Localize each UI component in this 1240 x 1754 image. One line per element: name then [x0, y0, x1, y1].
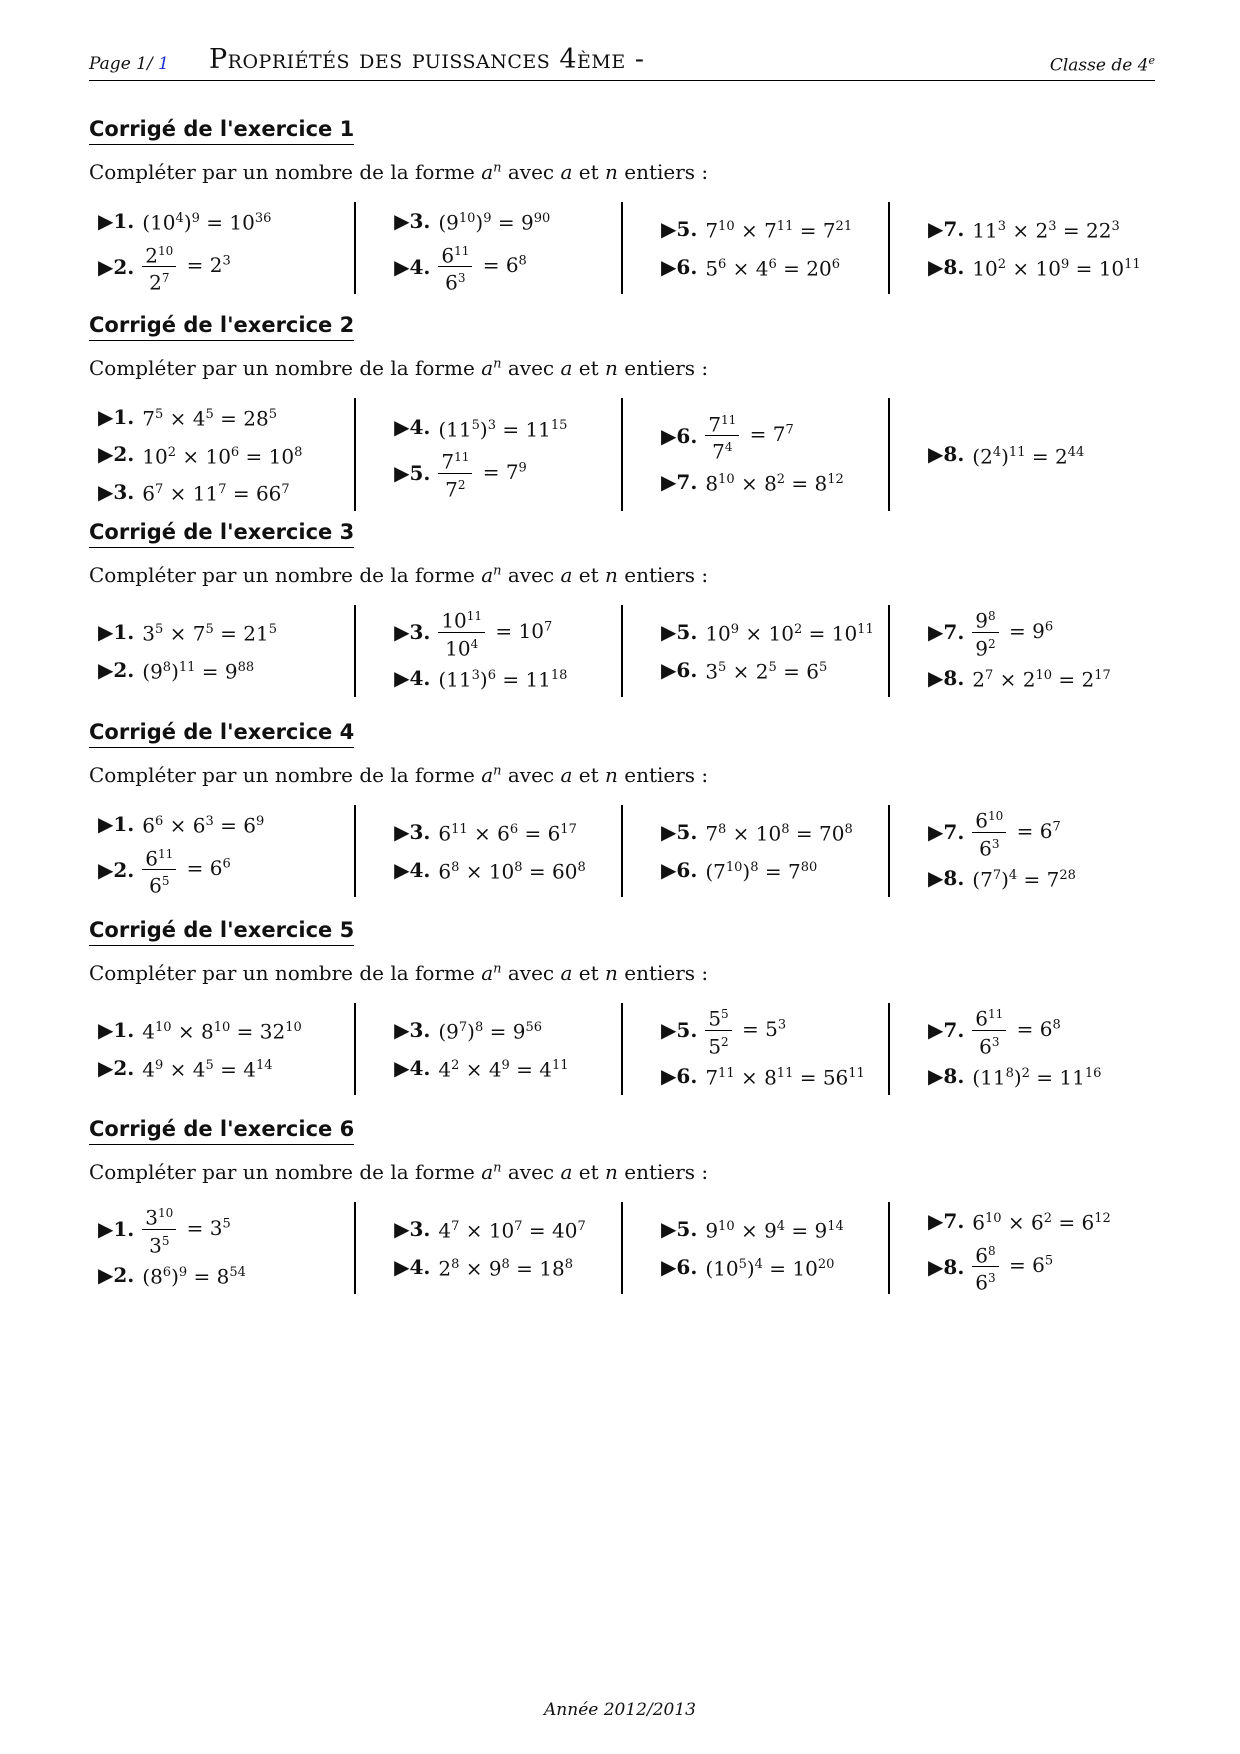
item-number: ▶5. — [661, 1018, 698, 1043]
answer-item — [928, 859, 1155, 897]
item-number: ▶2. — [98, 442, 135, 467]
item-number: ▶3. — [394, 1018, 431, 1043]
exercise-title: Corrigé de l'exercice 3 — [89, 520, 354, 548]
item-number: ▶7. — [928, 820, 965, 845]
fraction-numerator: $6^{11}$ — [972, 1003, 1006, 1031]
item-number: ▶7. — [928, 620, 965, 645]
math-expression: $3^5 \times 2^5 = 6^5$ — [705, 659, 828, 684]
answer-item — [394, 1248, 621, 1286]
answer-column — [621, 1202, 888, 1294]
math-expression: $9^{10} \times 9^4 = 9^{14}$ — [705, 1218, 844, 1243]
math-expression — [438, 605, 552, 659]
math-expression: $(11^8)^2 = 11^{16}$ — [972, 1065, 1102, 1090]
answer-item — [98, 805, 354, 843]
exercise-instruction: Compléter par un nombre de la forme $a^n$ avec a et n entiers : — [89, 160, 709, 184]
answers-grid — [89, 1202, 1155, 1294]
page-header — [89, 44, 1155, 81]
answer-item — [98, 240, 354, 294]
math-expression: $(9^8)^{11} = 9^{88}$ — [142, 659, 255, 684]
answers-grid — [89, 398, 1155, 511]
answer-column — [354, 1003, 621, 1095]
fraction-denominator: $7^4$ — [712, 439, 733, 464]
item-number: ▶7. — [928, 217, 965, 242]
math-expression: $(7^{10})^8 = 7^{80}$ — [705, 859, 818, 884]
answers-grid — [89, 605, 1155, 697]
fraction — [438, 240, 472, 294]
fraction — [142, 1202, 176, 1256]
math-expression: $3^5 \times 7^5 = 21^5$ — [142, 621, 277, 646]
item-number: ▶1. — [98, 1018, 135, 1043]
item-number: ▶7. — [928, 1208, 965, 1233]
math-expression: $10^2 \times 10^9 = 10^{11}$ — [972, 256, 1141, 281]
item-number: ▶5. — [661, 620, 698, 645]
exercise-instruction: Compléter par un nombre de la forme $a^n$ avec a et n entiers : — [89, 1160, 709, 1184]
answer-column — [354, 805, 621, 897]
item-number: ▶1. — [98, 404, 135, 429]
item-number: ▶7. — [928, 1018, 965, 1043]
answer-item — [661, 813, 888, 851]
answer-item — [394, 1049, 621, 1087]
math-expression: $6^{11} \times 6^6 = 6^{17}$ — [438, 821, 577, 846]
exercise-section — [89, 313, 1155, 511]
fraction-denominator: $9^2$ — [975, 636, 996, 661]
item-number: ▶2. — [98, 857, 135, 882]
answer-column — [354, 605, 621, 697]
answer-column — [888, 1003, 1155, 1095]
math-expression — [142, 240, 231, 294]
math-expression: $2^7 \times 2^{10} = 2^{17}$ — [972, 667, 1111, 692]
fraction-numerator: $6^{11}$ — [142, 843, 176, 871]
answer-item — [661, 1003, 888, 1057]
math-expression — [142, 843, 231, 897]
exercise-section — [89, 720, 1155, 897]
item-number: ▶7. — [661, 469, 698, 494]
math-expression — [438, 446, 527, 500]
answer-column — [888, 805, 1155, 897]
math-expression — [972, 605, 1053, 659]
answer-column — [621, 1003, 888, 1095]
answer-item — [661, 613, 888, 651]
item-number: ▶6. — [661, 1254, 698, 1279]
answer-item — [98, 613, 354, 651]
item-number: ▶5. — [661, 1217, 698, 1242]
fraction-result: = $6^8$ — [1010, 1016, 1061, 1041]
answer-item — [661, 1248, 888, 1286]
fraction-denominator: $3^5$ — [149, 1233, 170, 1258]
item-number: ▶8. — [928, 442, 965, 467]
item-number: ▶4. — [394, 415, 431, 440]
math-expression: $2^8 \times 9^8 = 18^8$ — [438, 1256, 574, 1281]
answer-item — [661, 210, 888, 248]
answer-column — [621, 605, 888, 697]
item-number: ▶8. — [928, 666, 965, 691]
answer-item — [928, 659, 1155, 697]
answer-item — [661, 851, 888, 889]
item-number: ▶3. — [98, 480, 135, 505]
answer-column — [89, 1003, 354, 1095]
fraction — [705, 1003, 731, 1057]
answer-column — [621, 805, 888, 897]
answer-column — [89, 605, 354, 697]
item-number: ▶4. — [394, 1055, 431, 1080]
fraction-numerator: $7^{11}$ — [438, 446, 472, 474]
answer-item — [98, 651, 354, 689]
answer-item — [98, 1049, 354, 1087]
math-expression: $10^9 \times 10^2 = 10^{11}$ — [705, 621, 874, 646]
answer-item — [928, 1202, 1155, 1240]
math-expression: $(9^{10})^9 = 9^{90}$ — [438, 210, 551, 235]
item-number: ▶8. — [928, 1254, 965, 1279]
math-expression: $(10^4)^9 = 10^{36}$ — [142, 210, 272, 235]
answer-item — [928, 1003, 1155, 1057]
page-label: Page 1/ — [89, 54, 159, 74]
math-expression: $(11^5)^3 = 11^{15}$ — [438, 417, 568, 442]
fraction-result: = $10^7$ — [489, 618, 553, 643]
page-footer: Année 2012/2013 — [544, 1700, 696, 1720]
answer-item — [928, 805, 1155, 859]
item-number: ▶4. — [394, 254, 431, 279]
item-number: ▶1. — [98, 208, 135, 233]
answer-column — [89, 202, 354, 294]
answers-grid — [89, 202, 1155, 294]
item-number: ▶6. — [661, 857, 698, 882]
fraction — [142, 843, 176, 897]
fraction-result: = $7^9$ — [476, 459, 527, 484]
item-number: ▶6. — [661, 254, 698, 279]
answer-item — [394, 1011, 621, 1049]
fraction-denominator: $6^3$ — [979, 836, 1000, 861]
answer-item — [394, 1210, 621, 1248]
item-number: ▶5. — [661, 820, 698, 845]
fraction-numerator: $2^{10}$ — [142, 240, 176, 268]
answer-item — [98, 1011, 354, 1049]
math-expression: $6^{10} \times 6^2 = 6^{12}$ — [972, 1210, 1111, 1235]
answer-item — [928, 1057, 1155, 1095]
exercise-instruction: Compléter par un nombre de la forme $a^n$ avec a et n entiers : — [89, 763, 709, 787]
answer-item — [394, 202, 621, 240]
math-expression: $4^7 \times 10^7 = 40^7$ — [438, 1218, 586, 1243]
item-number: ▶2. — [98, 1263, 135, 1288]
answer-item — [98, 1202, 354, 1256]
fraction-result: = $6^7$ — [1010, 818, 1061, 843]
answer-item — [394, 446, 621, 500]
answer-item — [98, 1256, 354, 1294]
answer-item — [661, 463, 888, 501]
exercise-section — [89, 1117, 1155, 1294]
math-expression: $5^6 \times 4^6 = 20^6$ — [705, 256, 841, 281]
item-number: ▶4. — [394, 666, 431, 691]
fraction-result: = $2^3$ — [180, 253, 231, 278]
answer-column — [89, 1202, 354, 1294]
fraction-numerator: $3^{10}$ — [142, 1202, 176, 1230]
fraction — [438, 446, 472, 500]
math-expression — [972, 1003, 1061, 1057]
answer-item — [394, 813, 621, 851]
fraction-result: = $5^3$ — [735, 1016, 787, 1041]
class-label — [1050, 54, 1155, 76]
item-number: ▶5. — [394, 461, 431, 486]
item-number: ▶2. — [98, 1055, 135, 1080]
math-expression: $6^8 \times 10^8 = 60^8$ — [438, 859, 586, 884]
exercise-section — [89, 520, 1155, 697]
answer-column — [888, 605, 1155, 697]
answer-item — [394, 605, 621, 659]
math-expression: $(7^7)^4 = 7^{28}$ — [972, 867, 1076, 892]
answers-grid — [89, 805, 1155, 897]
fraction-result: = $7^7$ — [743, 422, 794, 447]
exercise-title: Corrigé de l'exercice 1 — [89, 117, 354, 145]
page-number — [89, 54, 169, 74]
exercise-title: Corrigé de l'exercice 6 — [89, 1117, 354, 1145]
class-text: Classe de 4 — [1049, 55, 1149, 76]
exercise-instruction: Compléter par un nombre de la forme $a^n$ avec a et n entiers : — [89, 961, 709, 985]
item-number: ▶1. — [98, 811, 135, 836]
math-expression: $(10^5)^4 = 10^{20}$ — [705, 1256, 835, 1281]
answer-column — [888, 1202, 1155, 1294]
exercise-title: Corrigé de l'exercice 2 — [89, 313, 354, 341]
answer-column — [89, 398, 354, 511]
answer-item — [661, 409, 888, 463]
answer-item — [661, 1210, 888, 1248]
answer-item — [98, 202, 354, 240]
math-expression — [438, 240, 527, 294]
math-expression — [705, 1003, 786, 1057]
answer-item — [661, 248, 888, 286]
fraction — [972, 1240, 998, 1294]
item-number: ▶4. — [394, 1254, 431, 1279]
math-expression: $7^{10} \times 7^{11} = 7^{21}$ — [705, 218, 853, 243]
item-number: ▶3. — [394, 620, 431, 645]
fraction-numerator: $6^{11}$ — [438, 240, 472, 268]
answer-column — [621, 398, 888, 511]
answer-item — [661, 651, 888, 689]
math-expression: $4^{10} \times 8^{10} = 32^{10}$ — [142, 1019, 302, 1044]
exercise-section — [89, 117, 1155, 294]
fraction-numerator: $7^{11}$ — [705, 409, 739, 437]
answer-column — [354, 202, 621, 294]
answer-column — [888, 398, 1155, 511]
fraction — [972, 605, 998, 659]
fraction-denominator: $2^7$ — [149, 270, 170, 295]
answers-grid — [89, 1003, 1155, 1095]
fraction-denominator: $6^5$ — [149, 873, 170, 898]
fraction — [972, 805, 1006, 859]
answer-item — [394, 240, 621, 294]
answer-item — [661, 1057, 888, 1095]
math-expression: $8^{10} \times 8^2 = 8^{12}$ — [705, 471, 844, 496]
item-number: ▶6. — [661, 657, 698, 682]
item-number: ▶2. — [98, 254, 135, 279]
answer-item — [928, 1240, 1155, 1294]
fraction — [972, 1003, 1006, 1057]
item-number: ▶3. — [394, 1217, 431, 1242]
item-number: ▶6. — [661, 1064, 698, 1089]
fraction-numerator: $5^5$ — [705, 1003, 731, 1031]
fraction-denominator: $6^3$ — [975, 1270, 996, 1295]
answer-column — [89, 805, 354, 897]
exercise-instruction: Compléter par un nombre de la forme $a^n$ avec a et n entiers : — [89, 563, 709, 587]
answer-item — [98, 436, 354, 474]
answer-item — [928, 248, 1155, 286]
document-title: Propriétés des puissances 4ème - — [209, 44, 645, 75]
fraction-denominator: $6^3$ — [445, 270, 466, 295]
fraction-result: = $6^6$ — [180, 856, 231, 881]
math-expression: $(9^7)^8 = 9^{56}$ — [438, 1019, 542, 1044]
math-expression: $6^7 \times 11^7 = 66^7$ — [142, 481, 290, 506]
answer-column — [621, 202, 888, 294]
math-expression: $(11^3)^6 = 11^{18}$ — [438, 667, 568, 692]
exercise-section — [89, 918, 1155, 1095]
answer-item — [98, 398, 354, 436]
exercise-instruction: Compléter par un nombre de la forme $a^n$ avec a et n entiers : — [89, 356, 709, 380]
answer-column — [354, 398, 621, 511]
item-number: ▶5. — [661, 217, 698, 242]
math-expression — [142, 1202, 231, 1256]
math-expression — [972, 805, 1061, 859]
fraction-denominator: $10^4$ — [445, 636, 479, 661]
math-expression: $7^8 \times 10^8 = 70^8$ — [705, 821, 853, 846]
math-expression: $7^5 \times 4^5 = 28^5$ — [142, 406, 277, 431]
item-number: ▶3. — [394, 820, 431, 845]
math-expression: $11^3 \times 2^3 = 22^3$ — [972, 218, 1120, 243]
item-number: ▶8. — [928, 1064, 965, 1089]
answer-item — [928, 210, 1155, 248]
fraction-result: = $6^8$ — [476, 253, 527, 278]
fraction-result: = $6^5$ — [1002, 1253, 1054, 1278]
answer-item — [394, 409, 621, 447]
fraction-denominator: $7^2$ — [445, 477, 466, 502]
fraction — [705, 409, 739, 463]
fraction-denominator: $6^3$ — [979, 1034, 1000, 1059]
answer-item — [928, 605, 1155, 659]
item-number: ▶1. — [98, 620, 135, 645]
fraction — [438, 605, 485, 659]
item-number: ▶3. — [394, 208, 431, 233]
math-expression — [705, 409, 794, 463]
fraction-result: = $9^6$ — [1002, 618, 1054, 643]
math-expression: $(2^4)^{11} = 2^{44}$ — [972, 444, 1085, 469]
math-expression: $4^9 \times 4^5 = 4^{14}$ — [142, 1057, 273, 1082]
fraction-numerator: $6^{10}$ — [972, 805, 1006, 833]
exercise-title: Corrigé de l'exercice 4 — [89, 720, 354, 748]
item-number: ▶8. — [928, 866, 965, 891]
answer-item — [394, 659, 621, 697]
page-total-link[interactable]: 1 — [158, 54, 169, 74]
answer-item — [928, 436, 1155, 474]
fraction — [142, 240, 176, 294]
item-number: ▶1. — [98, 1217, 135, 1242]
item-number: ▶2. — [98, 657, 135, 682]
math-expression: $10^2 \times 10^6 = 10^8$ — [142, 444, 303, 469]
answer-column — [354, 1202, 621, 1294]
fraction-numerator: $9^8$ — [972, 605, 998, 633]
answer-item — [394, 851, 621, 889]
item-number: ▶6. — [661, 423, 698, 448]
fraction-result: = $3^5$ — [180, 1215, 231, 1240]
math-expression: $4^2 \times 4^9 = 4^{11}$ — [438, 1057, 569, 1082]
item-number: ▶4. — [394, 857, 431, 882]
class-superscript: e — [1148, 54, 1155, 67]
fraction-denominator: $5^2$ — [708, 1034, 729, 1059]
answer-item — [98, 473, 354, 511]
math-expression: $7^{11} \times 8^{11} = 56^{11}$ — [705, 1065, 865, 1090]
fraction-numerator: $10^{11}$ — [438, 605, 485, 633]
item-number: ▶8. — [928, 254, 965, 279]
exercise-title: Corrigé de l'exercice 5 — [89, 918, 354, 946]
math-expression: $(8^6)^9 = 8^{54}$ — [142, 1264, 246, 1289]
fraction-numerator: $6^8$ — [972, 1240, 998, 1268]
math-expression: $6^6 \times 6^3 = 6^9$ — [142, 813, 265, 838]
answer-item — [98, 843, 354, 897]
math-expression — [972, 1240, 1053, 1294]
answer-column — [888, 202, 1155, 294]
